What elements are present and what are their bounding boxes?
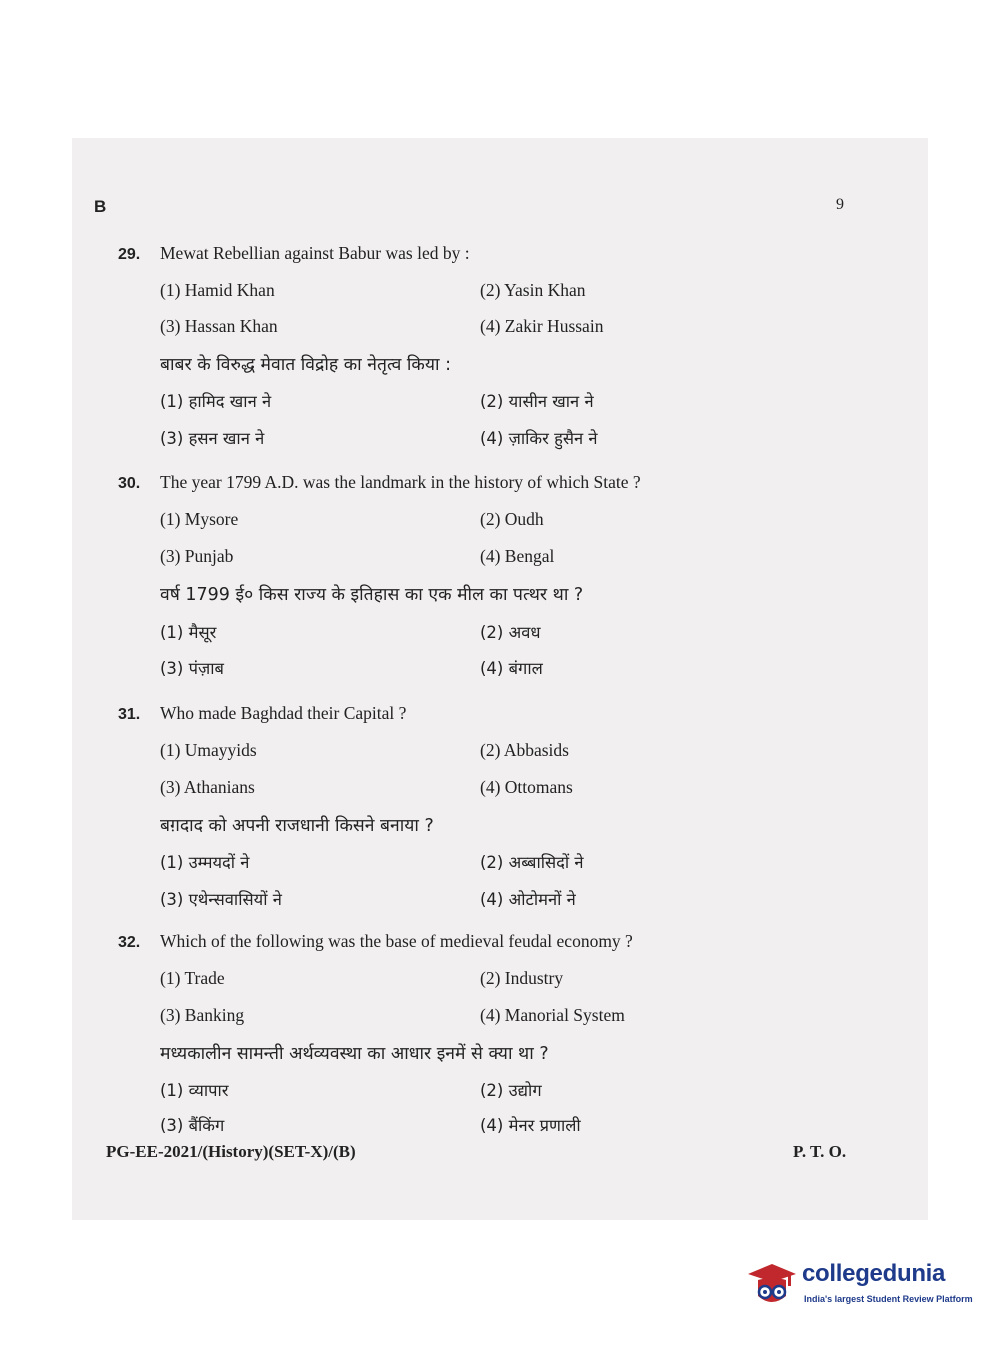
- option-en-4: (4) Bengal: [480, 546, 555, 566]
- please-turn-over: P. T. O.: [793, 1142, 847, 1161]
- option-hi-4: (4) ओटोमनों ने: [480, 890, 576, 909]
- graduate-mascot-icon: [744, 1256, 800, 1312]
- option-en-3: (3) Athanians: [160, 777, 255, 797]
- option-hi-1: (1) व्यापार: [160, 1081, 229, 1100]
- collegedunia-logo: [744, 1252, 974, 1316]
- option-hi-4: (4) मेनर प्रणाली: [480, 1116, 581, 1135]
- option-en-3: (3) Hassan Khan: [160, 316, 278, 336]
- question-text-en: Which of the following was the base of medieval feudal economy ?: [160, 931, 633, 951]
- option-hi-2: (2) अब्बासिदों ने: [480, 853, 584, 872]
- option-en-2: (2) Oudh: [480, 509, 544, 529]
- option-en-1: (1) Mysore: [160, 509, 239, 529]
- question-text-hi: वर्ष 1799 ई० किस राज्य के इतिहास का एक मील का पत्थर था ?: [160, 585, 584, 605]
- option-en-3: (3) Banking: [160, 1005, 245, 1025]
- question-text-hi: बाबर के विरुद्ध मेवात विद्रोह का नेतृत्व किया :: [160, 355, 451, 375]
- question-text-en: Who made Baghdad their Capital ?: [160, 703, 407, 723]
- option-en-2: (2) Industry: [480, 968, 564, 988]
- question-number: 30.: [118, 475, 141, 492]
- option-hi-1: (1) मैसूर: [160, 623, 217, 642]
- option-en-1: (1) Hamid Khan: [160, 280, 275, 300]
- option-hi-4: (4) बंगाल: [480, 659, 543, 678]
- option-en-2: (2) Abbasids: [480, 740, 569, 760]
- option-en-4: (4) Zakir Hussain: [480, 316, 604, 336]
- question-text-en: The year 1799 A.D. was the landmark in the history of which State ?: [160, 472, 641, 492]
- option-en-1: (1) Umayyids: [160, 740, 257, 760]
- question-text-hi: मध्यकालीन सामन्ती अर्थव्यवस्था का आधार इनमें से क्या था ?: [160, 1044, 549, 1064]
- logo-wordmark: collegedunia: [802, 1260, 946, 1287]
- question-text-en: Mewat Rebellian against Babur was led by :: [160, 243, 470, 263]
- option-hi-3: (3) हसन खान ने: [160, 429, 265, 448]
- paper-code: PG-EE-2021/(History)(SET-X)/(B): [106, 1142, 356, 1161]
- set-letter: B: [94, 197, 107, 216]
- page-number: 9: [836, 196, 844, 213]
- option-en-2: (2) Yasin Khan: [480, 280, 586, 300]
- option-hi-1: (1) हामिद खान ने: [160, 392, 272, 411]
- question-number: 32.: [118, 934, 141, 951]
- logo-tagline: India's largest Student Review Platform: [804, 1294, 973, 1304]
- question-number: 29.: [118, 246, 141, 263]
- option-en-4: (4) Manorial System: [480, 1005, 625, 1025]
- option-hi-2: (2) उद्योग: [480, 1081, 542, 1100]
- option-hi-1: (1) उम्मयदों ने: [160, 853, 250, 872]
- option-hi-2: (2) यासीन खान ने: [480, 392, 594, 411]
- option-en-4: (4) Ottomans: [480, 777, 573, 797]
- option-hi-2: (2) अवध: [480, 623, 541, 642]
- option-hi-4: (4) ज़ाकिर हुसैन ने: [480, 429, 598, 448]
- option-en-1: (1) Trade: [160, 968, 225, 988]
- option-hi-3: (3) बैंकिंग: [160, 1116, 225, 1135]
- option-hi-3: (3) पंज़ाब: [160, 659, 224, 678]
- question-text-hi: बग़दाद को अपनी राजधानी किसने बनाया ?: [160, 816, 434, 836]
- question-number: 31.: [118, 706, 141, 723]
- option-hi-3: (3) एथेन्सवासियों ने: [160, 890, 282, 909]
- option-en-3: (3) Punjab: [160, 546, 234, 566]
